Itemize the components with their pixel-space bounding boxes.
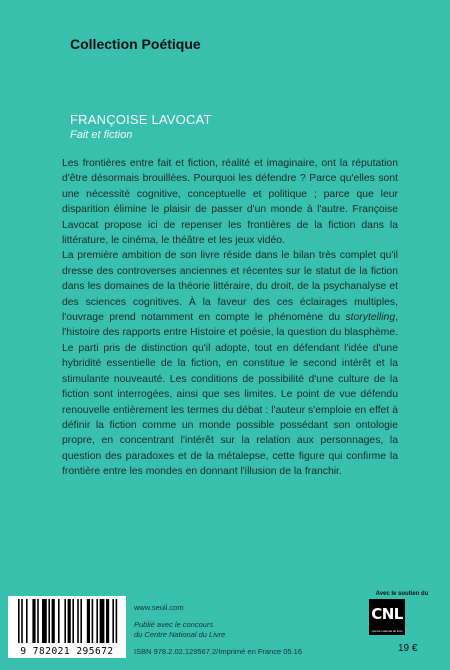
blurb-p2-italic: storytelling [345, 312, 396, 324]
barcode-bar [96, 599, 98, 643]
barcode-bar [48, 599, 50, 643]
isbn-line: ISBN 978.2.02.129567.2/Imprimé en France 05.16 [134, 647, 303, 656]
barcode-bar [18, 599, 20, 643]
barcode-bar [77, 599, 79, 643]
blurb-paragraph-2 [62, 248, 398, 479]
barcode-bar [80, 599, 82, 643]
blurb-p2-end: , l'histoire des rapports entre Histoire et poésie, la question du blasphème. Le parti pris de distinction qu'il adopte, tout en défendant l'idée d'une hybridité essentielle de la fiction, en constitue le second intérêt et la stimulante nouveauté. Les conditions de possibilité d'une culture de la fiction sont interrogées, ainsi que ses limites. Le point de vue défendu renouvelle entièrement les termes du débat : l'auteur s'emploie en effet à définir la fiction comme un monde possible possédant son ontologie propre, en concentrant l'intérêt sur la relation aux personnages, la question des paradoxes et de la métalepse, cette figure qui confirme la frontière entre les mondes en donnant l'illusion de la franchir. [62, 312, 398, 478]
barcode-bar [42, 599, 47, 643]
cnl-logo-text: CNL [371, 605, 403, 623]
soutien-label: Avec le soutien du [375, 591, 429, 597]
barcode-bar [87, 599, 90, 643]
publisher-website: www.seuil.com [134, 603, 184, 612]
barcode-bar [26, 599, 28, 643]
barcode-bar [72, 599, 74, 643]
barcode-bar [37, 599, 39, 643]
barcode-bar [116, 599, 118, 643]
concours-line-2: du Centre National du Livre [134, 630, 226, 639]
concours-line-1: Publié avec le concours [134, 620, 214, 629]
publication-support-note [134, 620, 225, 640]
back-cover-blurb [62, 156, 398, 480]
cnl-logo [369, 599, 405, 635]
collection-name: Collection Poétique [70, 36, 201, 52]
barcode-bar [52, 599, 55, 643]
barcode-digits: 9 782021 295672 [20, 646, 114, 657]
barcode-bar [100, 599, 105, 643]
barcode-bar [32, 599, 35, 643]
barcode-bar [92, 599, 94, 643]
barcode-bar [64, 599, 66, 643]
blurb-paragraph-1: Les frontières entre fait et fiction, réalité et imaginaire, ont la réputation d'être désormais brouillées. Pourquoi les défendre ? Parce qu'elles sont une nécessité cognitive, conceptuelle et politique ; parce que leur disparition élimine le plaisir de passer d'un monde à l'autre. Françoise Lavocat propose ici de repenser les frontières de la fiction dans la littérature, le cinéma, le théâtre et les jeux vidéo. [62, 158, 398, 247]
author-name: FRANÇOISE LAVOCAT [70, 112, 212, 127]
book-title: Fait et fiction [70, 129, 133, 141]
barcode-bar [21, 599, 23, 643]
barcode [8, 596, 126, 658]
cnl-logo-subtext: Centre national du livre [371, 629, 403, 633]
barcode-bars [8, 596, 126, 646]
blurb-p2-start: La première ambition de son livre réside dans le bilan très complet qu'il dresse des controverses anciennes et récentes sur le statut de la fiction dans les domaines de la théorie littéraire, du droit, de la psychanalyse et des sciences cognitives. À la faveur des ces éclairages multiples, l'ouvrage prend notamment en compte le phénomène du [62, 250, 398, 324]
barcode-bar [112, 599, 114, 643]
barcode-bar [58, 599, 60, 643]
barcode-bar [106, 599, 109, 643]
barcode-bar [68, 599, 71, 643]
price: 19 € [398, 643, 418, 654]
